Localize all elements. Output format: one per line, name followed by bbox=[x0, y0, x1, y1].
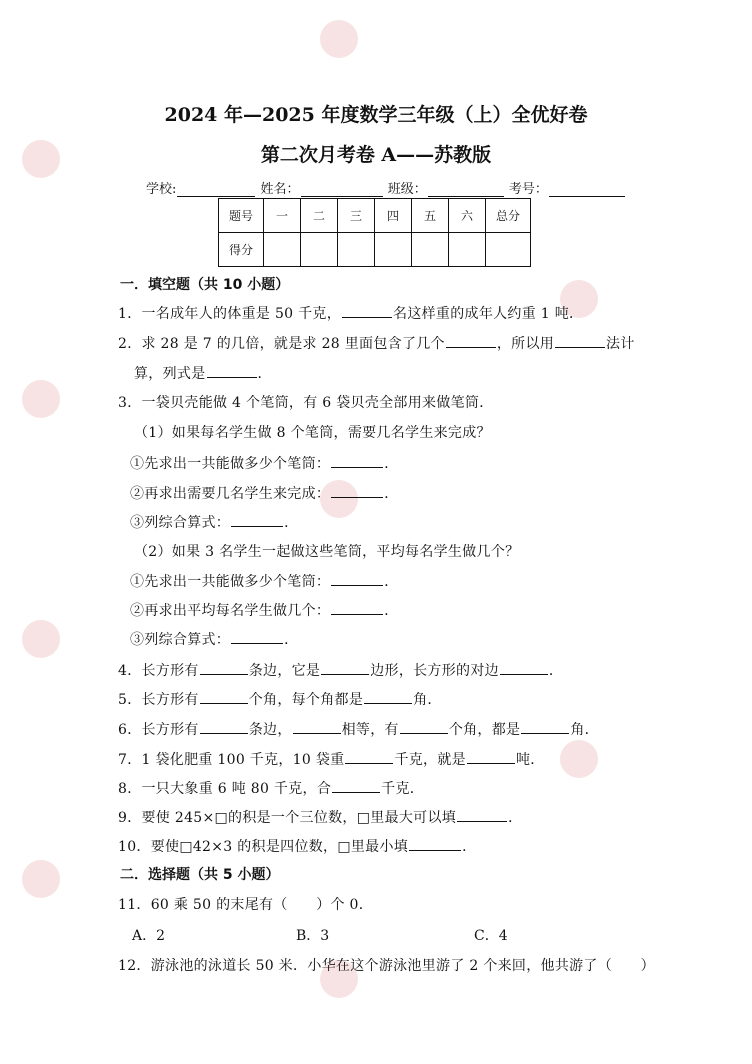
answer-blank[interactable] bbox=[342, 302, 392, 318]
question-text: 条边， bbox=[248, 722, 292, 738]
question-text: ②再求出需要几名学生来完成： bbox=[130, 486, 331, 502]
answer-blank[interactable] bbox=[200, 688, 248, 704]
table-cell: 三 bbox=[338, 199, 375, 233]
question-8 bbox=[118, 777, 424, 798]
question-text: ． bbox=[284, 515, 299, 531]
exam-number-blank[interactable] bbox=[549, 182, 625, 197]
question-text: 6．长方形有 bbox=[118, 722, 199, 738]
answer-blank[interactable] bbox=[500, 659, 548, 675]
question-text: 5．长方形有 bbox=[118, 692, 199, 708]
answer-blank[interactable] bbox=[364, 688, 412, 704]
question-text: ． bbox=[462, 839, 477, 855]
question-text: 个角，每个角都是 bbox=[248, 692, 364, 708]
watermark-logo-icon bbox=[22, 860, 60, 898]
answer-blank[interactable] bbox=[293, 718, 341, 734]
question-3-1c bbox=[130, 511, 298, 532]
question-3-2a bbox=[130, 570, 399, 591]
answer-blank[interactable] bbox=[555, 332, 605, 348]
answer-blank[interactable] bbox=[331, 452, 383, 468]
score-cell[interactable] bbox=[412, 233, 449, 267]
question-text: ． bbox=[384, 603, 399, 619]
student-info-line bbox=[146, 178, 626, 197]
question-text: ． bbox=[284, 632, 299, 648]
question-text: 9．要使 245×□的积是一个三位数，□里最大可以填 bbox=[118, 810, 457, 826]
section-heading-fill-in: 一．填空题（共 10 小题） bbox=[120, 277, 290, 293]
question-3-part-2: （2）如果 3 名学生一起做这些笔筒，平均每名学生做几个？ bbox=[134, 544, 520, 560]
question-10 bbox=[118, 835, 476, 856]
table-cell: 题号 bbox=[219, 199, 264, 233]
answer-blank[interactable] bbox=[345, 748, 393, 764]
watermark-logo-icon bbox=[320, 20, 358, 58]
score-cell[interactable] bbox=[449, 233, 486, 267]
watermark-logo-icon bbox=[22, 620, 60, 658]
question-text: 10．要使□42×3 的积是四位数，□里最小填 bbox=[118, 839, 409, 855]
question-5 bbox=[118, 688, 442, 709]
question-text: 相等，有 bbox=[341, 722, 399, 738]
question-text: 千克，就是 bbox=[394, 752, 466, 768]
table-cell: 一 bbox=[264, 199, 301, 233]
score-table bbox=[218, 198, 531, 267]
answer-blank[interactable] bbox=[446, 332, 496, 348]
section-heading-multiple-choice: 二．选择题（共 5 小题） bbox=[120, 867, 280, 883]
question-text: 角． bbox=[413, 692, 442, 708]
answer-blank[interactable] bbox=[400, 718, 448, 734]
school-label: 学校: bbox=[146, 182, 177, 197]
question-3-1a bbox=[130, 452, 399, 473]
question-3: 3．一袋贝壳能做 4 个笔筒，有 6 袋贝壳全部用来做笔筒． bbox=[118, 395, 494, 411]
exam-title: 2024 年—2025 年度数学三年级（上）全优好卷 bbox=[164, 104, 588, 126]
option-a[interactable]: A．2 bbox=[132, 928, 166, 944]
question-text: 8．一只大象重 6 吨 80 千克，合 bbox=[118, 781, 332, 797]
question-text: ． bbox=[384, 486, 399, 502]
question-text: ． bbox=[508, 810, 523, 826]
class-blank[interactable] bbox=[428, 182, 504, 197]
answer-blank[interactable] bbox=[231, 628, 283, 644]
question-text: ． bbox=[384, 456, 399, 472]
table-cell: 二 bbox=[301, 199, 338, 233]
question-text: 千克． bbox=[381, 781, 425, 797]
table-cell: 总分 bbox=[486, 199, 531, 233]
answer-blank[interactable] bbox=[467, 748, 515, 764]
question-text: ②再求出平均每名学生做几个： bbox=[130, 603, 331, 619]
exam-number-label: 考号： bbox=[508, 182, 548, 197]
score-cell[interactable] bbox=[338, 233, 375, 267]
question-text: 4．长方形有 bbox=[118, 663, 199, 679]
question-text: 条边，它是 bbox=[248, 663, 321, 679]
table-cell: 六 bbox=[449, 199, 486, 233]
score-cell[interactable] bbox=[375, 233, 412, 267]
question-text: ． bbox=[257, 366, 272, 382]
question-text: 7．1 袋化肥重 100 千克，10 袋重 bbox=[118, 752, 345, 768]
question-text: ③列综合算式： bbox=[130, 515, 231, 531]
table-cell: 五 bbox=[412, 199, 449, 233]
answer-blank[interactable] bbox=[231, 511, 283, 527]
question-text: ③列综合算式： bbox=[130, 632, 231, 648]
answer-blank[interactable] bbox=[321, 659, 369, 675]
answer-blank[interactable] bbox=[521, 718, 569, 734]
score-table-header-row bbox=[219, 199, 531, 233]
question-text: ①先求出一共能做多少个笔筒： bbox=[130, 574, 331, 590]
question-text: 吨． bbox=[515, 752, 545, 768]
question-3-2c bbox=[130, 628, 298, 649]
table-cell: 得分 bbox=[219, 233, 264, 267]
answer-blank[interactable] bbox=[457, 806, 507, 822]
question-9 bbox=[118, 806, 522, 827]
question-text: ①先求出一共能做多少个笔筒： bbox=[130, 456, 331, 472]
class-label: 班级： bbox=[387, 182, 427, 197]
answer-blank[interactable] bbox=[331, 570, 383, 586]
answer-blank[interactable] bbox=[331, 482, 383, 498]
answer-blank[interactable] bbox=[200, 659, 248, 675]
watermark-logo-icon bbox=[22, 380, 60, 418]
question-text: 名这样重的成年人约重 1 吨． bbox=[393, 306, 584, 322]
question-text: ． bbox=[548, 663, 564, 679]
table-cell: 四 bbox=[375, 199, 412, 233]
score-cell[interactable] bbox=[301, 233, 338, 267]
question-11: 11．60 乘 50 的末尾有（ ）个 0． bbox=[118, 897, 374, 913]
question-3-2b bbox=[130, 599, 399, 620]
question-4 bbox=[118, 659, 563, 680]
school-blank[interactable] bbox=[177, 182, 255, 197]
answer-blank[interactable] bbox=[409, 835, 461, 851]
option-c[interactable]: C．4 bbox=[474, 928, 508, 944]
answer-blank[interactable] bbox=[200, 718, 248, 734]
score-table-score-row bbox=[219, 233, 531, 267]
question-text: 算，列式是 bbox=[134, 366, 206, 382]
question-6 bbox=[118, 718, 599, 739]
question-text: ． bbox=[384, 574, 399, 590]
question-7 bbox=[118, 748, 545, 769]
option-b[interactable]: B．3 bbox=[296, 928, 330, 944]
question-3-1b bbox=[130, 482, 399, 503]
question-3-part-1: （1）如果每名学生做 8 个笔筒，需要几名学生来完成？ bbox=[134, 425, 491, 441]
question-text: 边形，长方形的对边 bbox=[370, 663, 499, 679]
question-2-cont bbox=[134, 362, 272, 383]
answer-blank[interactable] bbox=[332, 777, 380, 793]
question-text: 2．求 28 是 7 的几倍，就是求 28 里面包含了几个 bbox=[118, 336, 445, 352]
question-text: 法计 bbox=[606, 336, 635, 352]
question-1 bbox=[118, 302, 583, 323]
name-blank[interactable] bbox=[301, 182, 383, 197]
question-text: ，所以用 bbox=[496, 336, 555, 352]
question-12: 12．游泳池的泳道长 50 米．小华在这个游泳池里游了 2 个来回，他共游了（ ） bbox=[118, 958, 655, 974]
question-2 bbox=[118, 332, 635, 353]
question-text: 个角，都是 bbox=[448, 722, 521, 738]
question-text: 1．一名成年人的体重是 50 千克， bbox=[118, 306, 342, 322]
score-cell[interactable] bbox=[264, 233, 301, 267]
answer-blank[interactable] bbox=[207, 362, 257, 378]
score-cell[interactable] bbox=[486, 233, 531, 267]
watermark-logo-icon bbox=[560, 740, 598, 778]
exam-subtitle: 第二次月考卷 A——苏教版 bbox=[260, 144, 492, 166]
name-label: 姓名： bbox=[260, 182, 300, 197]
answer-blank[interactable] bbox=[331, 599, 383, 615]
question-text: 角． bbox=[570, 722, 599, 738]
